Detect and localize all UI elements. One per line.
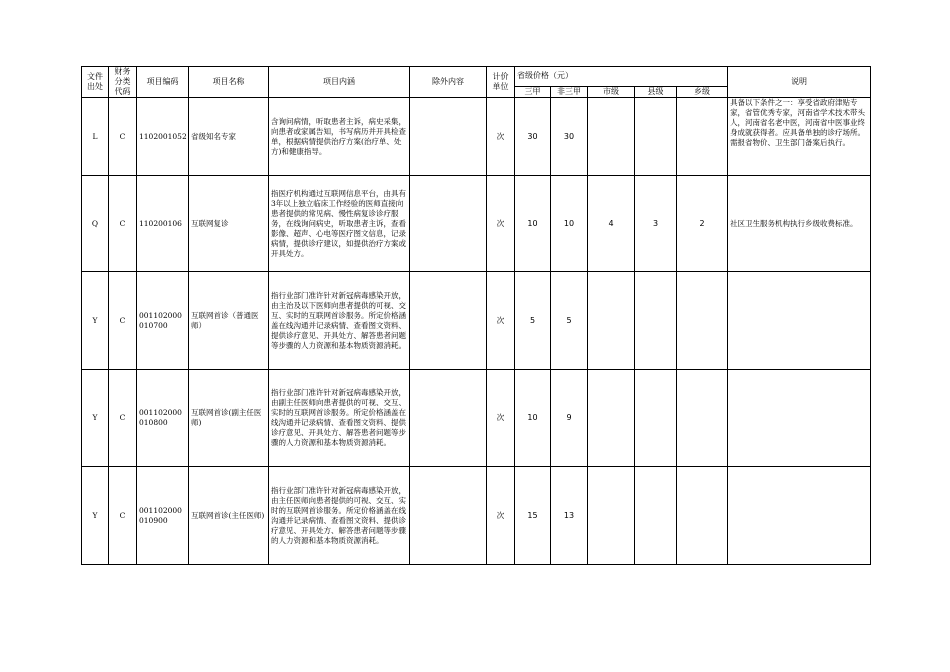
cell-unit: 次 xyxy=(487,98,515,176)
cell-unit: 次 xyxy=(487,272,515,370)
header-township: 乡级 xyxy=(677,86,728,97)
cell-code: 001102000010800 xyxy=(137,370,189,467)
cell-code: 1102001052 xyxy=(137,98,189,176)
cell-content: 指医疗机构通过互联网信息平台，由具有3年以上独立临床工作经验的医师直接向患者提供的常见病、慢性病复诊诊疗服务，在线询问病史，听取患者主诉，查看影像、超声、心电等医疗图文信息，记录病情，提供诊疗建议，如提供治疗方案或开具处方。 xyxy=(269,176,410,272)
header-city: 市级 xyxy=(588,86,635,97)
cell-sanjia: 10 xyxy=(515,370,551,467)
cell-content: 含询问病情，听取患者主诉，病史采集，向患者或家属告知，书写病历并开具检查单，根据病情提供治疗方案(治疗单、处方)和健康指导。 xyxy=(269,98,410,176)
cell-category: C xyxy=(109,370,137,467)
cell-township xyxy=(677,98,728,176)
cell-category: C xyxy=(109,467,137,565)
header-name: 项目名称 xyxy=(189,67,269,98)
cell-township xyxy=(677,467,728,565)
cell-source: Y xyxy=(82,467,109,565)
cell-source: Q xyxy=(82,176,109,272)
header-price-group: 省级价格（元） xyxy=(515,67,728,87)
cell-name: 互联网首诊(主任医师) xyxy=(189,467,269,565)
cell-notes xyxy=(728,370,871,467)
cell-content: 指行业部门准许针对新冠病毒感染开放，由主治及以下医师向患者提供的可视、交互、实时的互联网首诊服务。所定价格涵盖在线沟通并记录病情、查看图文资料、提供诊疗意见、开具处方、解答患者问题等步骤的人力资源和基本物质资源消耗。 xyxy=(269,272,410,370)
cell-excluded xyxy=(410,370,487,467)
cell-sanjia: 30 xyxy=(515,98,551,176)
cell-township: 2 xyxy=(677,176,728,272)
cell-city xyxy=(588,370,635,467)
cell-excluded xyxy=(410,272,487,370)
cell-county xyxy=(635,98,677,176)
cell-content: 指行业部门准许针对新冠病毒感染开放，由主任医师向患者提供的可视、交互、实时的互联网首诊服务。所定价格涵盖在线沟通并记录病情、查看图文资料、提供诊疗意见、开具处方、解答患者问题等步骤的人力资源和基本物质资源消耗。 xyxy=(269,467,410,565)
cell-city xyxy=(588,98,635,176)
cell-township xyxy=(677,272,728,370)
price-table xyxy=(81,66,871,565)
header-code: 项目编码 xyxy=(137,67,189,98)
table-row xyxy=(82,370,871,467)
cell-county xyxy=(635,272,677,370)
cell-notes xyxy=(728,467,871,565)
cell-name: 互联网复诊 xyxy=(189,176,269,272)
header-content: 项目内涵 xyxy=(269,67,410,98)
header-county: 县级 xyxy=(635,86,677,97)
cell-township xyxy=(677,370,728,467)
table-row xyxy=(82,272,871,370)
cell-category: C xyxy=(109,272,137,370)
table-row xyxy=(82,467,871,565)
cell-notes: 社区卫生服务机构执行乡级收费标准。 xyxy=(728,176,871,272)
cell-excluded xyxy=(410,98,487,176)
cell-fei-sanjia: 5 xyxy=(551,272,588,370)
cell-county: 3 xyxy=(635,176,677,272)
cell-category: C xyxy=(109,176,137,272)
cell-code: 001102000010900 xyxy=(137,467,189,565)
cell-fei-sanjia: 13 xyxy=(551,467,588,565)
cell-name: 互联网首诊(副主任医师) xyxy=(189,370,269,467)
cell-county xyxy=(635,467,677,565)
cell-city xyxy=(588,467,635,565)
cell-notes xyxy=(728,272,871,370)
cell-name: 互联网首诊（普通医师） xyxy=(189,272,269,370)
header-sanjia: 三甲 xyxy=(515,86,551,97)
cell-code: 001102000010700 xyxy=(137,272,189,370)
cell-excluded xyxy=(410,467,487,565)
cell-city: 4 xyxy=(588,176,635,272)
header-source: 文件出处 xyxy=(82,67,109,98)
cell-excluded xyxy=(410,176,487,272)
cell-unit: 次 xyxy=(487,467,515,565)
header-category: 财务分类代码 xyxy=(109,67,137,98)
cell-name: 省级知名专家 xyxy=(189,98,269,176)
cell-sanjia: 5 xyxy=(515,272,551,370)
header-unit: 计价单位 xyxy=(487,67,515,98)
cell-notes: 具备以下条件之一：享受省政府津贴专家，省管优秀专家，河南省学术技术带头人，河南省名老中医，河南省中医事业终身成就获得者。应具备单独的诊疗场所。需报省物价、卫生部门备案后执行。 xyxy=(728,98,871,176)
cell-source: Y xyxy=(82,370,109,467)
cell-source: Y xyxy=(82,272,109,370)
cell-sanjia: 10 xyxy=(515,176,551,272)
cell-fei-sanjia: 10 xyxy=(551,176,588,272)
cell-county xyxy=(635,370,677,467)
cell-category: C xyxy=(109,98,137,176)
cell-content: 指行业部门准许针对新冠病毒感染开放，由副主任医师向患者提供的可视、交互、实时的互联网首诊服务。所定价格涵盖在线沟通并记录病情、查看图文资料、提供诊疗意见、开具处方、解答患者问题等步骤的人力资源和基本物质资源消耗。 xyxy=(269,370,410,467)
header-fei-sanjia: 非三甲 xyxy=(551,86,588,97)
table-row xyxy=(82,176,871,272)
header-notes: 说明 xyxy=(728,67,871,98)
cell-unit: 次 xyxy=(487,176,515,272)
cell-code: 110200106 xyxy=(137,176,189,272)
cell-city xyxy=(588,272,635,370)
cell-source: L xyxy=(82,98,109,176)
cell-fei-sanjia: 30 xyxy=(551,98,588,176)
table-row xyxy=(82,98,871,176)
cell-sanjia: 15 xyxy=(515,467,551,565)
cell-fei-sanjia: 9 xyxy=(551,370,588,467)
header-excluded: 除外内容 xyxy=(410,67,487,98)
cell-unit: 次 xyxy=(487,370,515,467)
